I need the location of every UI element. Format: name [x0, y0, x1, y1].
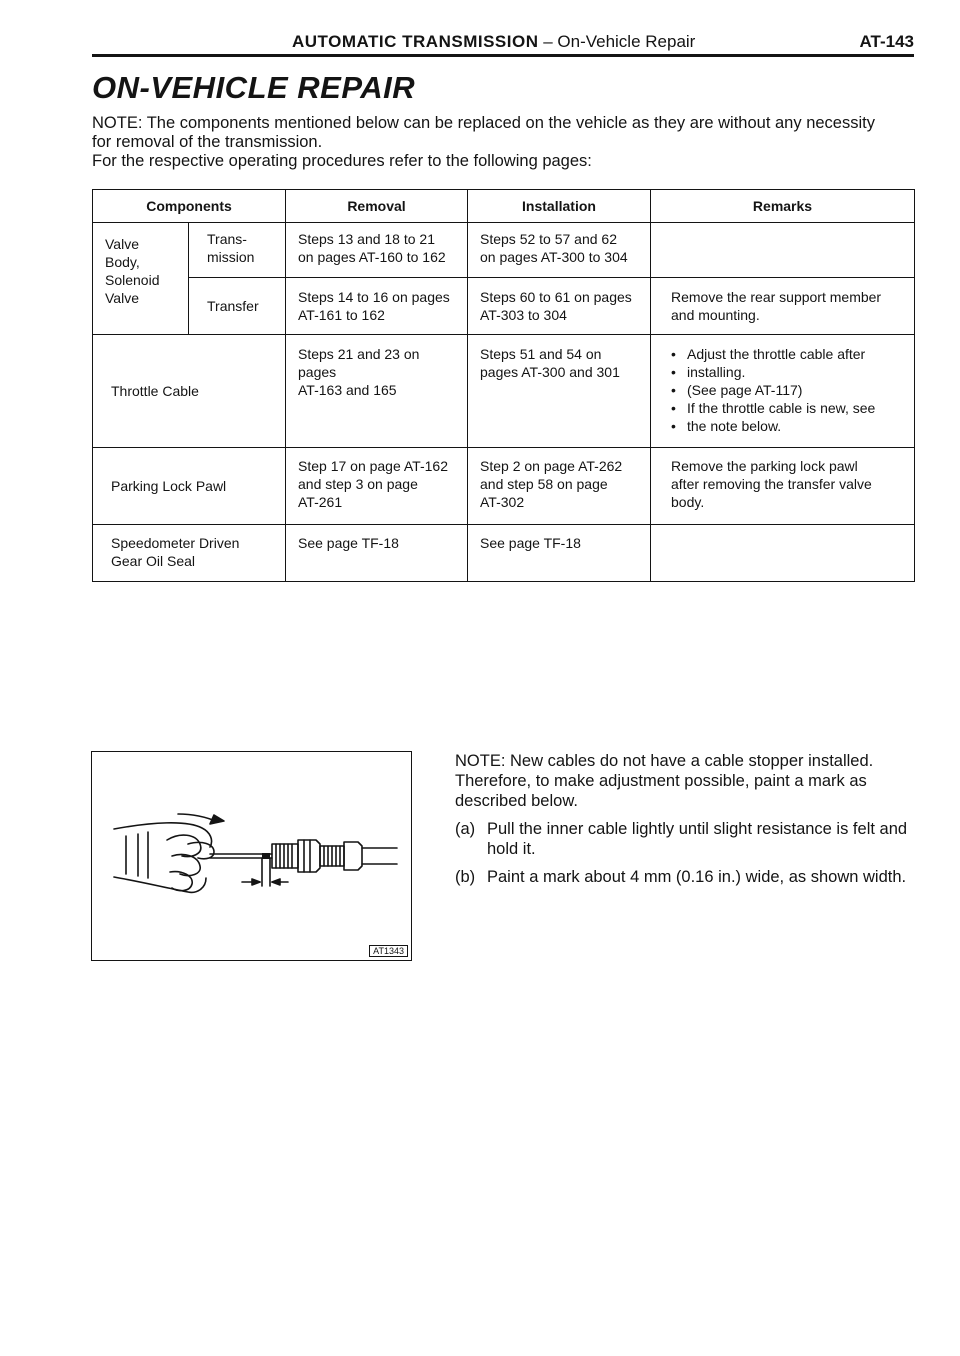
speedometer-component-line-1: Speedometer Driven [111, 535, 240, 551]
hand-outline [114, 823, 212, 847]
arm-sleeve [126, 832, 148, 878]
transfer-label: Transfer [207, 298, 259, 314]
transmission-removal-line-1: Steps 13 and 18 to 21 [298, 231, 435, 247]
step-label: (a) [455, 820, 476, 838]
cable-figure [91, 751, 412, 961]
transfer-installation [468, 278, 651, 335]
parking-remarks-line-2: after removing the transfer valve [671, 476, 872, 492]
transfer-subcell [189, 278, 286, 335]
throttle-removal-line-1: Steps 21 and 23 on pages [298, 346, 420, 380]
table-row [93, 223, 915, 278]
header-components: Components [93, 190, 286, 223]
finger-2 [172, 854, 200, 875]
pull-arrow-head [210, 815, 224, 824]
parking-installation-line-3: AT-302 [480, 494, 525, 510]
valve-body-cell [93, 223, 189, 335]
transfer-removal-line-1: Steps 14 to 16 on pages [298, 289, 450, 305]
transmission-removal [286, 223, 468, 278]
intro-line-3: For the respective operating procedures refer to the following pages: [92, 152, 592, 170]
finger-1 [167, 835, 201, 856]
list-item-continuation [669, 417, 902, 435]
header-installation: Installation [468, 190, 651, 223]
throttle-removal-line-2: AT-163 and 165 [298, 382, 397, 398]
transfer-remarks-line-1: Remove the rear support member [671, 289, 882, 305]
cable-note-intro: NOTE: New cables do not have a cable stopper installed. Therefore, to make adjustment possible, paint a mark as described below. [455, 752, 874, 810]
header-title [292, 32, 695, 52]
speedometer-component [93, 525, 286, 582]
parking-removal-line-2: and step 3 on page [298, 476, 418, 492]
table-header-row [93, 190, 915, 223]
transmission-installation [468, 223, 651, 278]
transmission-subcell [189, 223, 286, 278]
header-rule [92, 54, 914, 57]
page-title: ON-VEHICLE REPAIR [92, 70, 416, 105]
transmission-removal-line-2: on pages AT-160 to 162 [298, 249, 446, 265]
list-item-continuation [669, 363, 902, 381]
parking-remarks-line-1: Remove the parking lock pawl [671, 458, 858, 474]
parking-installation-line-2: and step 58 on page [480, 476, 608, 492]
transfer-installation-line-1: Steps 60 to 61 on pages [480, 289, 632, 305]
speedometer-removal: See page TF-18 [286, 525, 468, 582]
list-item [669, 399, 902, 417]
throttle-remarks-list [669, 345, 902, 435]
table-row [93, 525, 915, 582]
throttle-remark-2-line-2: the note below. [687, 418, 782, 434]
page-number: AT-143 [859, 32, 914, 51]
valve-label-line-3: Solenoid [105, 272, 160, 288]
throttle-remark-2-line-1: If the throttle cable is new, see [687, 400, 876, 416]
header-removal: Removal [286, 190, 468, 223]
valve-label-line-1: Valve [105, 236, 139, 252]
parking-installation-line-1: Step 2 on page AT-262 [480, 458, 623, 474]
throttle-installation-line-2: pages AT-300 and 301 [480, 364, 620, 380]
header-remarks: Remarks [651, 190, 915, 223]
transfer-removal-line-2: AT-161 to 162 [298, 307, 385, 323]
speedometer-remarks [651, 525, 915, 582]
throttle-remarks [651, 335, 915, 448]
transfer-remarks [651, 278, 915, 335]
throttle-remark-1-line-3: (See page AT-117) [687, 382, 803, 398]
intro-line-1: NOTE: The components mentioned below can be replaced on the vehicle as they are without any necessity [92, 114, 875, 132]
parking-removal [286, 448, 468, 525]
intro-note [92, 114, 922, 171]
parking-removal-line-1: Step 17 on page AT-162 [298, 458, 448, 474]
paint-mark-extension [262, 858, 270, 886]
list-item [455, 867, 915, 887]
speedometer-component-line-2: Gear Oil Seal [111, 553, 196, 569]
throttle-remark-1-line-1: Adjust the throttle cable after [687, 346, 866, 362]
outer-cable [362, 848, 397, 864]
intro-line-2: for removal of the transmission. [92, 133, 323, 151]
transmission-label-line-1: Trans- [207, 231, 247, 247]
speedometer-installation: See page TF-18 [468, 525, 651, 582]
parking-removal-line-3: AT-261 [298, 494, 343, 510]
list-item [455, 819, 915, 859]
paint-mark [262, 853, 270, 859]
transfer-removal [286, 278, 468, 335]
parking-installation [468, 448, 651, 525]
figure-ref-code: AT1343 [369, 945, 408, 957]
adjust-nut [298, 840, 320, 872]
transmission-remarks [651, 223, 915, 278]
parking-component: Parking Lock Pawl [93, 448, 286, 525]
transmission-installation-line-1: Steps 52 to 57 and 62 [480, 231, 617, 247]
step-text: Paint a mark about 4 mm (0.16 in.) wide, as shown width. [487, 868, 907, 886]
lock-nut [344, 842, 362, 870]
throttle-remark-1-line-2: installing. [687, 364, 746, 380]
throttle-component: Throttle Cable [93, 335, 286, 448]
step-label: (b) [455, 868, 476, 886]
throttle-installation-line-1: Steps 51 and 54 on [480, 346, 602, 362]
valve-label-line-4: Valve [105, 290, 139, 306]
page-header [92, 30, 914, 56]
list-item-continuation [669, 381, 902, 399]
parking-remarks-line-3: body. [671, 494, 705, 510]
valve-label-line-2: Body, [105, 254, 140, 270]
table-row [93, 448, 915, 525]
throttle-installation [468, 335, 651, 448]
step-text: Pull the inner cable lightly until slight resistance is felt and hold it. [487, 820, 908, 858]
throttle-removal [286, 335, 468, 448]
parking-remarks [651, 448, 915, 525]
header-title-section: AUTOMATIC TRANSMISSION [292, 32, 539, 51]
table-row [93, 335, 915, 448]
list-item [669, 345, 902, 363]
table-row [93, 278, 915, 335]
transmission-installation-line-2: on pages AT-300 to 304 [480, 249, 628, 265]
cable-illustration [92, 752, 411, 960]
transfer-installation-line-2: AT-303 to 304 [480, 307, 567, 323]
header-title-subsection: – On-Vehicle Repair [538, 32, 696, 51]
components-table [92, 189, 915, 582]
transfer-remarks-line-2: and mounting. [671, 307, 760, 323]
transmission-label-line-2: mission [207, 249, 255, 265]
cable-note [455, 751, 915, 895]
